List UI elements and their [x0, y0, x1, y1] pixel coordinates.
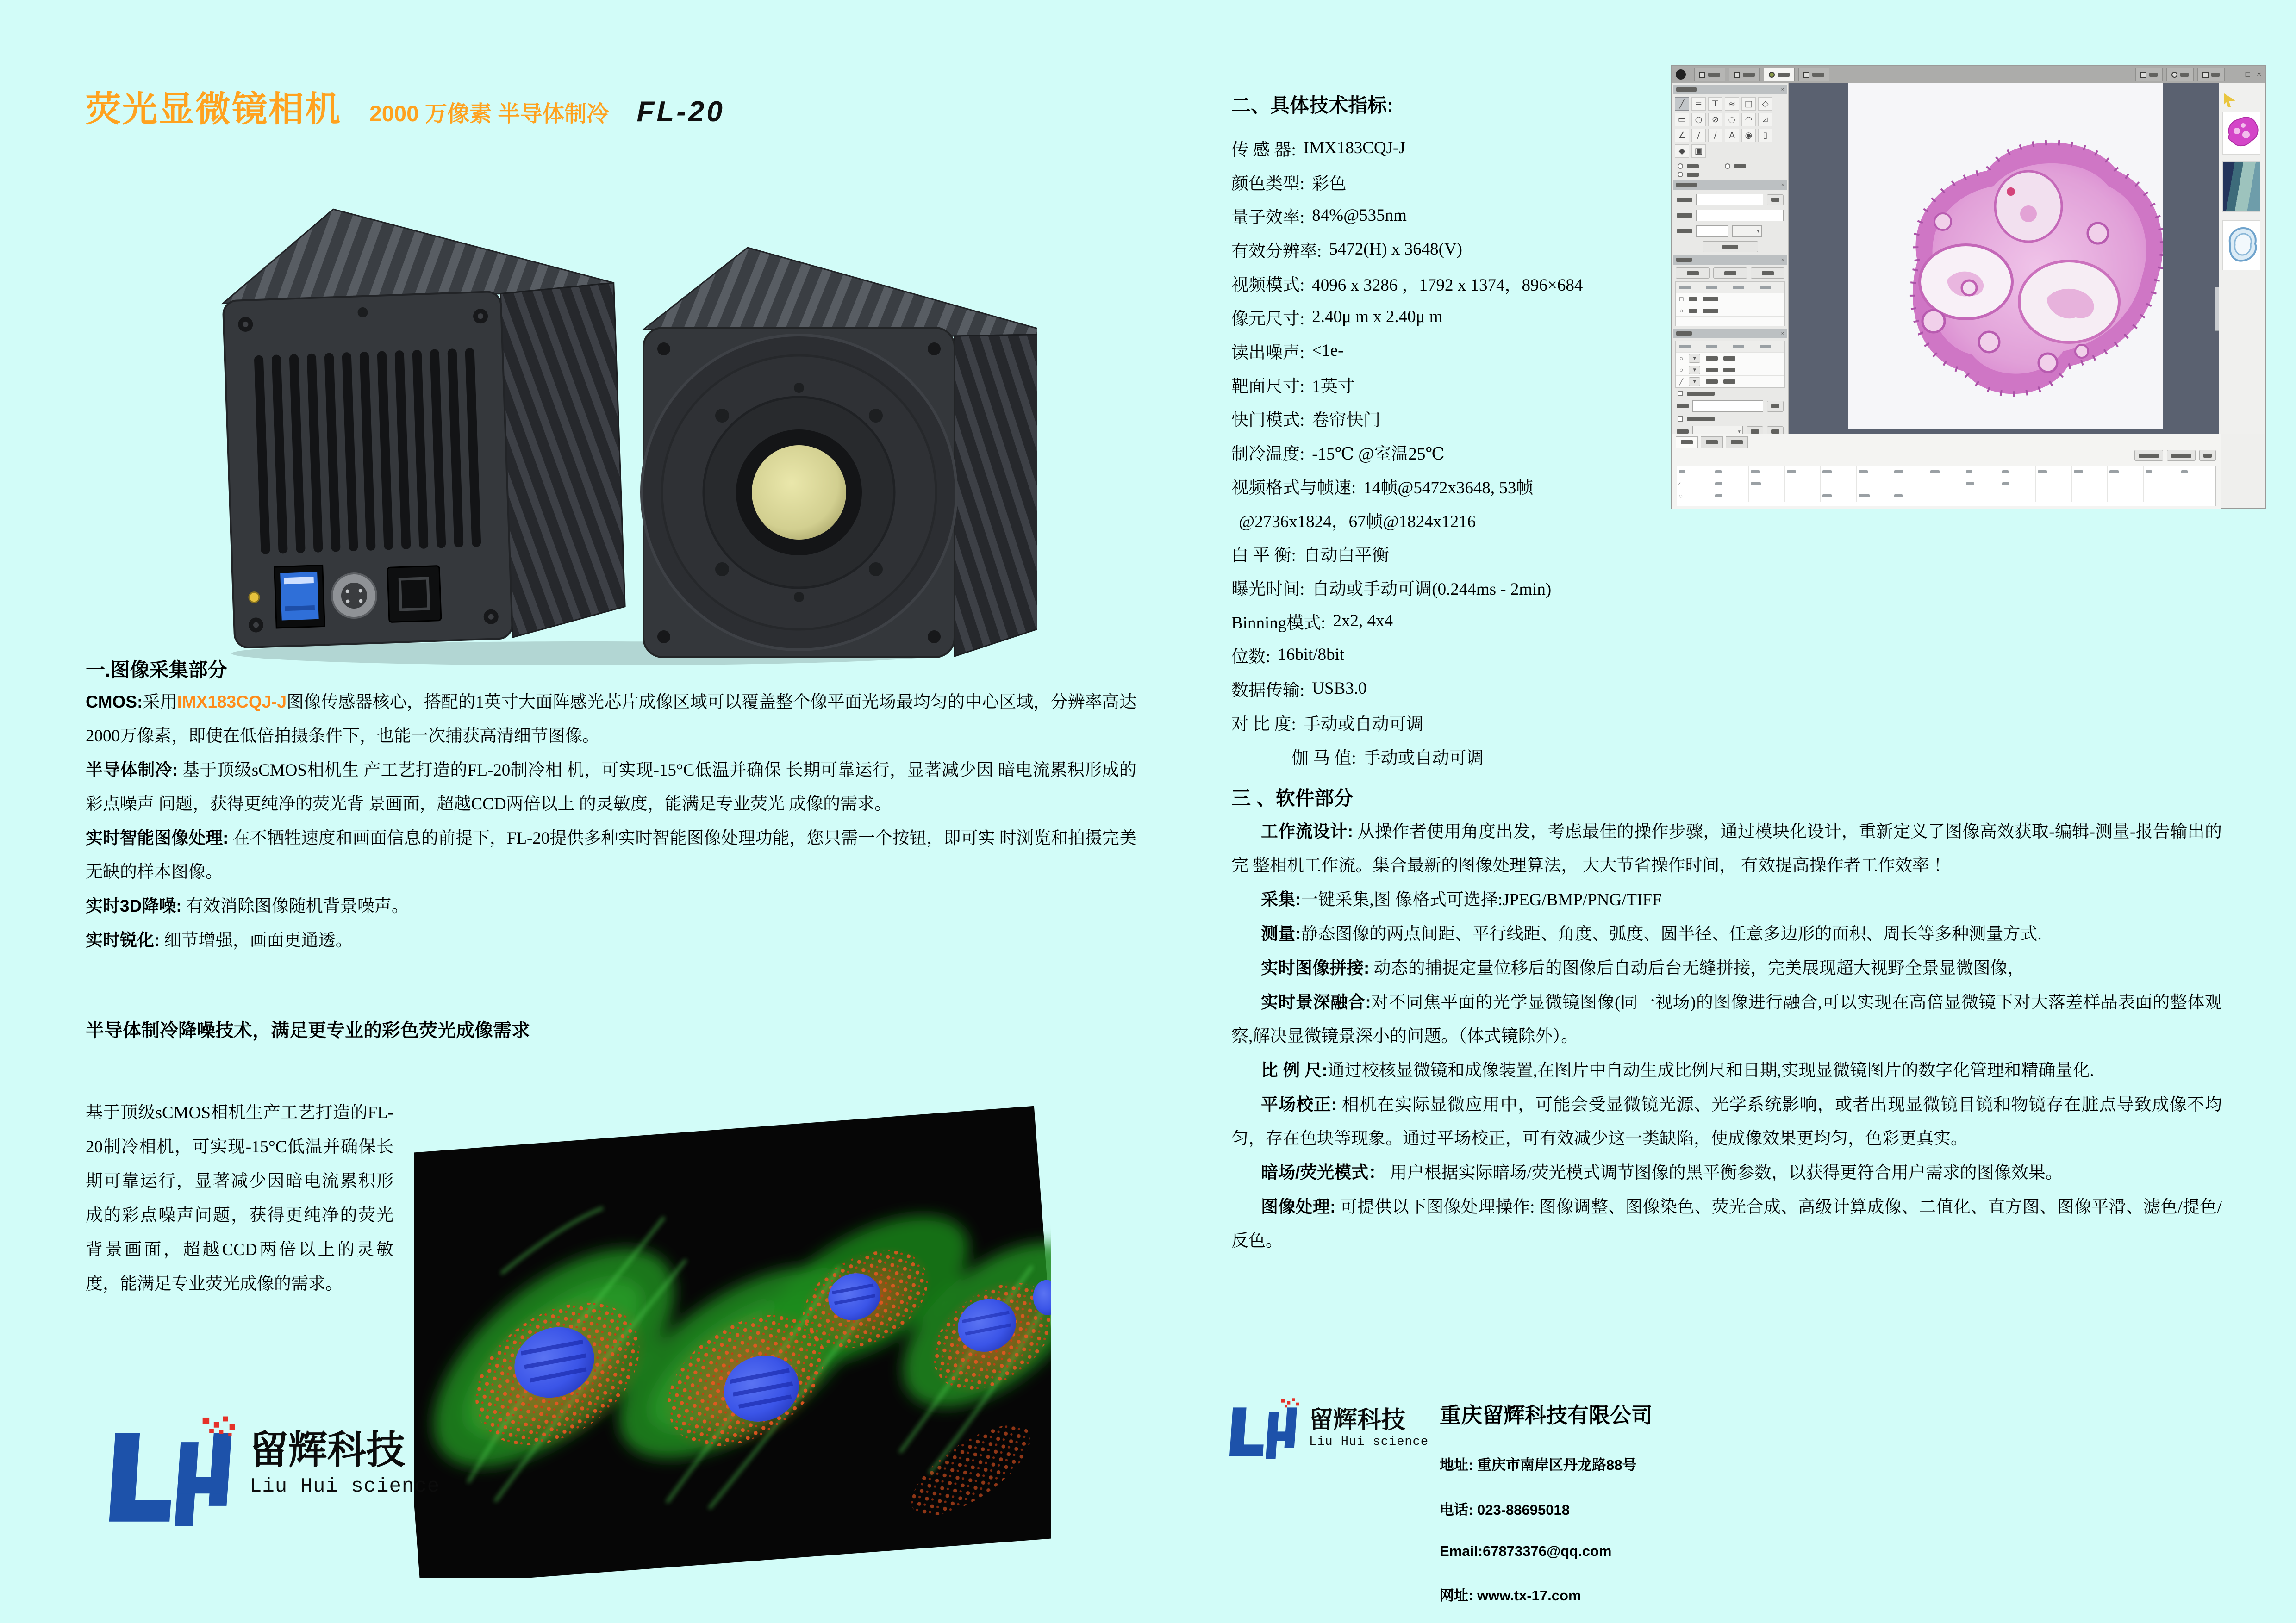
export-option-row: [1678, 391, 1783, 396]
spec-list: [1231, 131, 1666, 773]
export-excel-button[interactable]: [2134, 450, 2163, 461]
tool-stamp-icon[interactable]: ◆: [1675, 144, 1689, 158]
calibrate-button[interactable]: [1767, 194, 1784, 205]
logo-chinese-name: 留辉科技: [1309, 1407, 1406, 1434]
placeholder-text: [2139, 454, 2159, 458]
company-logo: [104, 1416, 440, 1532]
placeholder-text: [2211, 73, 2220, 77]
page-subtitle: 2000 万像素 半导体制冷: [369, 102, 609, 126]
tab-camera[interactable]: [1694, 68, 1725, 81]
panel-close-icon[interactable]: ×: [1781, 257, 1784, 263]
sensor-model-highlight: IMX183CQJ-J: [177, 692, 287, 711]
tool-eraser-icon[interactable]: ▯: [1758, 129, 1772, 142]
placeholder-text: [1731, 440, 1743, 444]
thumbnail-pink-specimen[interactable]: [2222, 112, 2260, 155]
shape-rect-icon: □: [1679, 295, 1684, 303]
calibration-panel-header: [1673, 180, 1787, 190]
power-switch: [387, 566, 441, 622]
field-label: [1677, 229, 1692, 233]
table-cell: [2144, 478, 2180, 490]
section1-heading: 一.图像采集部分: [86, 659, 227, 681]
table-cell: [2036, 490, 2072, 502]
measure-list-panel-header: [1673, 329, 1787, 338]
measure-table-header: [1676, 341, 1784, 353]
camera-product-image: [181, 153, 1037, 666]
col-header: [1749, 466, 1785, 478]
report-tab-icon: [1803, 72, 1809, 78]
tab-browse[interactable]: [1729, 68, 1760, 81]
slide-image: [1848, 83, 2163, 429]
lh-logo-mark: [104, 1416, 238, 1532]
placeholder-text: [1706, 356, 1718, 361]
col-header: [2108, 466, 2144, 478]
thumbnail-sidebar: [2219, 83, 2265, 434]
spec-row: 有效分辨率: 5472(H) x 3648(V): [1231, 240, 1463, 261]
tab-report-list[interactable]: [1726, 436, 1748, 448]
tool-perpendicular-icon[interactable]: ⊤: [1708, 97, 1722, 111]
placeholder-text: [1734, 164, 1746, 168]
din-connector: [331, 572, 377, 618]
calibration-value-row: [1677, 210, 1784, 221]
spec-row: 白 平 衡: 自动白平衡: [1231, 546, 1389, 565]
spec-row: @2736x1824，67帧@1824x1216: [1239, 512, 1476, 531]
placeholder-text: [1706, 368, 1718, 372]
histology-specimen-image: [1848, 83, 2163, 429]
thumbnail-teal-specimen[interactable]: [2222, 161, 2260, 212]
tool-circle-icon[interactable]: ○: [1691, 113, 1706, 126]
table-cell: [2179, 478, 2215, 490]
spec-row: 靶面尺寸: 1英寸: [1231, 377, 1355, 396]
denoise-paragraph: 实时3D降噪: 有效消除图像随机背景噪声。: [86, 896, 409, 916]
tab-measure-table[interactable]: [1676, 436, 1698, 448]
tab-statistics[interactable]: [1701, 436, 1723, 448]
spec-row: 读出噪声: <1e-: [1231, 341, 1344, 362]
specs-heading: 二、具体技术指标:: [1231, 94, 1393, 116]
spec-row: 位数: 16bit/8bit: [1231, 645, 1345, 666]
spec-row: 数据传输: USB3.0: [1231, 679, 1367, 700]
export-option-row2: [1678, 416, 1783, 422]
field-label: [1677, 213, 1692, 218]
placeholder-text: [1723, 379, 1735, 384]
software-screenshot-window: [1671, 65, 2266, 509]
close-button[interactable]: ×: [2257, 70, 2261, 79]
flatfield-paragraph: 平场校正: 相机在实际显微应用中，可能会受显微镜光源、光学系统影响，或者出现显微镜目镜和物镜存在脏点导致成像不均匀，存在色块等现象。通过平场校正，可有效减少这一类缺陷，使成像效果更均匀，色彩更真实。: [1231, 1095, 2222, 1148]
table-cell: [2000, 478, 2036, 490]
format-dropdown[interactable]: ▾: [1692, 426, 1743, 434]
shape-line-icon: ╱: [1679, 377, 1684, 385]
workflow-paragraph: 工作流设计: 从操作者使用角度出发，考虑最佳的操作步骤，通过模块化设计，重新定义了图像高效获取-编辑-测量-报告输出的完 整相机工作流。集合最新的图像处理算法， 大大节省操作时间， 有效提高操作者工作效率 ！: [1231, 822, 2222, 875]
placeholder-text: [1762, 271, 1774, 275]
logo-english-name: Liu Hui science: [250, 1475, 440, 1498]
calibration-length-input[interactable]: [1696, 225, 1728, 237]
table-cell: [2072, 478, 2108, 490]
placeholder-text: [1722, 245, 1738, 249]
spec-row: 视频模式: 4096 x 3286 ，1792 x 1374，896×684: [1231, 275, 1583, 295]
table-cell: [1713, 490, 1749, 502]
tool-text-icon[interactable]: A: [1725, 129, 1739, 142]
measure-table: [1675, 341, 1785, 388]
table-cell: [1857, 490, 1893, 502]
delete-button[interactable]: [1713, 267, 1747, 279]
placeholder-text: [1676, 87, 1697, 92]
lh-logo-mark-small: [1227, 1398, 1301, 1462]
page-header: [86, 81, 725, 131]
table-cell: [1785, 490, 1821, 502]
cancel-button[interactable]: [1767, 426, 1784, 434]
measure-paragraph: 测量:静态图像的两点间距、平行线距、角度、弧度、圆半径、任意多边形的面积、周长等多种测量方式.: [1261, 924, 2042, 944]
placeholder-text: [1703, 297, 1718, 301]
tool-line-icon[interactable]: ╱: [1675, 97, 1689, 111]
placeholder-text: [1689, 309, 1697, 313]
col-header: [1785, 466, 1821, 478]
table-cell: [2036, 478, 2072, 490]
table-cell: [2108, 490, 2144, 502]
app-logo-icon: [1676, 69, 1686, 80]
col-header: [1677, 466, 1713, 478]
sensor-window: [752, 445, 846, 540]
annotation-row[interactable]: [1676, 305, 1784, 317]
usb3-port: [275, 565, 325, 628]
company-phone: 电话: 023-88695018: [1440, 1502, 1570, 1518]
measurement-table[interactable]: [1677, 466, 2216, 506]
logo-english-name: Liu Hui science: [1309, 1435, 1429, 1449]
placeholder-text: [1743, 73, 1755, 77]
placeholder-text: [1703, 309, 1718, 313]
placeholder-text: [2149, 73, 2158, 77]
table-cell: [1928, 490, 1965, 502]
placeholder-text: [2171, 454, 2191, 458]
stitching-paragraph: 实时图像拼接: 动态的捕捉定量位移后的图像后自动后台无缝拼接，完美展现超大视野全景显微图像，: [1261, 958, 2025, 978]
company-website: 网址: www.tx-17.com: [1440, 1587, 1581, 1604]
toolbar-help-button[interactable]: [2166, 68, 2194, 81]
settings-icon: [2140, 72, 2146, 78]
field-label: [1677, 404, 1689, 408]
browse-tab-icon: [1734, 72, 1740, 78]
draw-option-row: [1678, 172, 1783, 177]
placeholder-text: [1676, 331, 1692, 336]
cmos-label: CMOS:: [86, 692, 143, 711]
spec-row: 制冷温度: -15℃ @室温25℃: [1231, 444, 1445, 464]
field-label: [1677, 429, 1689, 434]
table-cell: [1964, 478, 2000, 490]
cooling-paragraph: 半导体制冷: 基于顶级sCMOS相机生 产工艺打造的FL-20制冷相 机，可实现-15°C低温并确保 长期可靠运行，显著减少因 暗电流累积形成的彩点噪声 问题，获得更纯净的荧光背 景画面，超越CCD两倍以上 的灵敏度，能满足专业荧光 成像的需求。: [86, 760, 1137, 814]
placeholder-text: [1706, 379, 1718, 384]
placeholder-text: [1771, 429, 1779, 434]
placeholder-text: [1687, 173, 1699, 177]
placeholder-text: [1724, 271, 1736, 275]
placeholder-text: [1687, 392, 1715, 396]
clear-button[interactable]: [1751, 267, 1784, 279]
table-cell: [1821, 490, 1857, 502]
spec-row: 颜色类型: 彩色: [1231, 174, 1347, 193]
table-cell: [1964, 490, 2000, 502]
camera-back-view: [220, 199, 626, 648]
radio-icon[interactable]: [1678, 163, 1683, 169]
calibration-unit-row: [1677, 225, 1784, 237]
tab-report[interactable]: [1798, 68, 1829, 81]
spec-row: 伽 马 值: 手动或自动可调: [1292, 748, 1484, 768]
placeholder-text: [1778, 73, 1790, 77]
camera-front-view: [642, 248, 1037, 657]
company-info-block: [1227, 1398, 1653, 1604]
draw-tools-grid: [1672, 94, 1788, 161]
logo-chinese-name: 留辉科技: [250, 1428, 406, 1472]
tool-rounded-rect-icon[interactable]: ▭: [1675, 113, 1689, 126]
scalebar-paragraph: 比 例 尺:通过校核显微镜和成像装置,在图片中自动生成比例尺和日期,实现显微镜图片的数字化管理和精确量化.: [1261, 1061, 2094, 1080]
add-button[interactable]: [1676, 267, 1710, 279]
export-word-button[interactable]: [2167, 450, 2196, 461]
focus-stacking-paragraph: 实时景深融合:对不同焦平面的光学显微镜图像(同一视场)的图像进行融合,可以实现在高倍显微镜下对大落差样品表面的整体观察,解决显微镜景深小的问题。（体式镜除外）。: [1231, 993, 2222, 1046]
spec-row: 传 感 器: IMX183CQJ-J: [1231, 138, 1405, 160]
placeholder-text: [1723, 356, 1735, 361]
col-header: [2179, 466, 2215, 478]
apply-button[interactable]: [1703, 241, 1758, 252]
placeholder-text: [1689, 297, 1697, 301]
col-header: [1928, 466, 1965, 478]
annotation-buttons-row: [1676, 267, 1784, 279]
row-type-dropdown[interactable]: ▾: [1689, 377, 1700, 386]
col-header: [2036, 466, 2072, 478]
placeholder-text: [1679, 286, 1781, 289]
tool-angle-icon[interactable]: ∠: [1675, 129, 1689, 142]
col-header: [1857, 466, 1893, 478]
table-cell: [1749, 478, 1785, 490]
darkfield-paragraph: 暗场/荧光模式： 用户根据实际暗场/荧光模式调节图像的黑平衡参数，以获得更符合用户需求的图像效果。: [1261, 1163, 2063, 1182]
sharpen-paragraph: 实时锐化: 细节增强，画面更通透。: [86, 931, 353, 950]
ok-button[interactable]: [1747, 426, 1763, 434]
table-cell: [1892, 490, 1928, 502]
table-cell: [1713, 478, 1749, 490]
col-header: [1821, 466, 1857, 478]
placeholder-text: [1681, 440, 1693, 444]
about-icon: [2202, 72, 2209, 78]
tool-marker-icon[interactable]: ∕: [1708, 129, 1722, 142]
image-processing-paragraph: 图像处理: 可提供以下图像处理操作: 图像调整、图像染色、荧光合成、高级计算成像、二值化、直方图、图像平滑、滤色/提色/反色。: [1231, 1197, 2222, 1250]
measure-row[interactable]: [1676, 376, 1784, 387]
table-cell: [1785, 478, 1821, 490]
section1-body: [86, 685, 1136, 958]
placeholder-text: [1679, 345, 1781, 348]
tab-measure[interactable]: [1764, 68, 1795, 81]
table-cell: [1821, 478, 1857, 490]
table-cell: [2144, 490, 2180, 502]
export-name-row: [1677, 400, 1784, 412]
annotation-list-panel-header: [1673, 255, 1787, 265]
capture-paragraph: 采集:一键采集,图 像格式可选择:JPEG/BMP/PNG/TIFF: [1261, 890, 1662, 909]
tool-polygon-icon[interactable]: ◇: [1758, 97, 1772, 111]
placeholder-text: [1706, 440, 1718, 444]
spec-row: 快门模式: 卷帘快门: [1231, 410, 1381, 430]
placeholder-text: [1751, 429, 1759, 434]
placeholder-text: [1676, 183, 1697, 187]
placeholder-text: [1687, 164, 1699, 168]
refresh-button[interactable]: [2199, 450, 2216, 461]
table-cell: [2108, 478, 2144, 490]
row-type-dropdown[interactable]: ▾: [1689, 366, 1700, 374]
table-cell: ◌: [1677, 490, 1713, 502]
export-name-input[interactable]: [1692, 400, 1763, 412]
unit-dropdown[interactable]: ▾: [1732, 225, 1762, 237]
col-header: [2072, 466, 2108, 478]
annotation-table: [1675, 281, 1785, 326]
spec-row: Binning模式: 2x2, 4x4: [1231, 611, 1393, 633]
camera-tab-icon: [1699, 72, 1705, 78]
placeholder-text: [1687, 417, 1715, 421]
spec-row: 曝光时间: 自动或手动可调(0.244ms - 2min): [1231, 579, 1552, 599]
table-cell: [1892, 478, 1928, 490]
table-cell: [1749, 490, 1785, 502]
fluorescence-cells-image: [414, 1104, 1051, 1578]
placeholder-text: [1687, 271, 1699, 275]
company-address: 地址: 重庆市南岸区丹龙路88号: [1440, 1457, 1637, 1473]
panel-close-icon[interactable]: ×: [1781, 330, 1784, 336]
col-header: [1713, 466, 1749, 478]
tool-point-icon[interactable]: ◉: [1741, 129, 1756, 142]
tool-curve-icon[interactable]: ≈: [1725, 97, 1739, 111]
draw-option-row: [1678, 163, 1783, 169]
placeholder-text: [1771, 198, 1779, 202]
measure-tab-icon: [1769, 72, 1775, 78]
shape-circle-icon: ○: [1679, 307, 1684, 314]
col-header: [2144, 466, 2180, 478]
col-header: [2000, 466, 2036, 478]
export-button[interactable]: [1767, 401, 1784, 412]
panel-close-icon[interactable]: ×: [1781, 182, 1784, 188]
spec-row: 对 比 度: 手动或自动可调: [1231, 715, 1423, 734]
page-title: 荧光显微镜相机: [86, 90, 342, 129]
calibration-name-input[interactable]: [1696, 194, 1763, 205]
model-name: FL-20: [636, 96, 725, 128]
table-cell: [2179, 490, 2215, 502]
checkbox-icon[interactable]: [1678, 416, 1683, 422]
cooling-side-paragraph: 基于顶级sCMOS相机生产工艺打造的FL-20制冷相机，可实现-15°C低温并确保长期可靠运行，显著减少因暗电流累积形成的彩点噪声问题，获得更纯净的荧光背景画面，超越CCD两倍以上的灵敏度，能满足专业荧光成像的需求。: [86, 1103, 393, 1293]
measure-row[interactable]: [1676, 353, 1784, 364]
maximize-button[interactable]: □: [2245, 70, 2251, 79]
table-action-buttons: [2134, 450, 2216, 461]
banner-heading: 半导体制冷降噪技术，满足更专业的彩色荧光成像需求: [86, 1020, 530, 1041]
checkbox-icon[interactable]: [1678, 391, 1683, 396]
placeholder-text: [1708, 73, 1720, 77]
annotation-row[interactable]: [1676, 293, 1784, 305]
measurement-result-panel: [1672, 434, 2221, 509]
placeholder-text: [1723, 368, 1735, 372]
table-cell: ∕: [1677, 478, 1713, 490]
annotation-row-empty: [1676, 317, 1784, 326]
tool-arc2-icon[interactable]: ⊿: [1758, 113, 1772, 126]
row-type-dropdown[interactable]: ▾: [1689, 354, 1700, 363]
toolbar-settings-button[interactable]: [2135, 68, 2163, 81]
tool-panel: [1672, 83, 1789, 434]
placeholder-text: [1771, 404, 1779, 408]
company-email: Email:67873376@qq.com: [1440, 1543, 1612, 1559]
placeholder-text: [1812, 73, 1824, 77]
measure-row[interactable]: [1676, 364, 1784, 376]
table-cell: [1928, 478, 1965, 490]
spec-row: 视频格式与帧速: 14帧@5472x3648, 53帧: [1231, 478, 1534, 497]
field-label: [1677, 198, 1692, 202]
minimize-button[interactable]: —: [2231, 70, 2239, 79]
spec-row: 像元尺寸: 2.40μ m x 2.40μ m: [1231, 307, 1443, 329]
software-heading: 三 、软件部分: [1231, 787, 1354, 809]
export-format-row: [1677, 426, 1784, 434]
draw-tools-panel-header: [1673, 85, 1787, 94]
cmos-paragraph: CMOS:采用IMX183CQJ-J图像传感器核心，搭配的1英寸大面阵感光芯片成像区域可以覆盖整个像平面光场最均匀的中心区域，分辨率高达2000万像素，即使在低倍拍摄条件下，也能一次捕获高清细节图像。: [86, 692, 1136, 746]
table-cell: [1857, 478, 1893, 490]
tool-parallel-icon[interactable]: ═: [1691, 97, 1706, 111]
calibration-name-row: [1677, 194, 1784, 205]
tool-annulus-icon[interactable]: ◌: [1725, 113, 1739, 126]
placeholder-text: [2203, 454, 2212, 458]
spec-row: 量子效率: 84%@535nm: [1231, 206, 1407, 227]
placeholder-text: [2180, 73, 2189, 77]
power-led: [249, 592, 260, 603]
cursor-arrow-icon: [2224, 93, 2235, 107]
tool-arc-icon[interactable]: ◠: [1741, 113, 1756, 126]
shape-circle-icon: ○: [1679, 354, 1684, 362]
tool-ellipse-icon[interactable]: ⊘: [1708, 113, 1722, 126]
col-header: [1964, 466, 2000, 478]
thumbnail-blue-specimen[interactable]: [2222, 220, 2260, 270]
tool-label-icon[interactable]: ▣: [1691, 144, 1706, 158]
image-canvas[interactable]: [1789, 83, 2221, 434]
annotation-table-header: [1676, 282, 1784, 293]
radio-icon[interactable]: [1678, 172, 1683, 177]
radio-icon[interactable]: [1725, 163, 1730, 169]
toolbar-about-button[interactable]: [2197, 68, 2225, 81]
table-cell: [2000, 490, 2036, 502]
help-icon: [2171, 72, 2177, 78]
tool-pen-icon[interactable]: /: [1691, 129, 1706, 142]
tool-rectangle-icon[interactable]: □: [1741, 97, 1756, 111]
smart-processing-paragraph: 实时智能图像处理: 在不牺牲速度和画面信息的前提下，FL-20提供多种实时智能图像处理功能，您只需一个按钮，即可实 时浏览和拍摄完美无缺的样本图像。: [86, 828, 1137, 882]
table-cell: [2072, 490, 2108, 502]
result-tabs: [1672, 434, 2221, 448]
company-name: 重庆留辉科技有限公司: [1440, 1403, 1653, 1427]
placeholder-text: [1676, 258, 1692, 262]
calibration-value-input[interactable]: [1696, 210, 1784, 221]
app-toolbar: [1672, 66, 2265, 83]
shape-circle-icon: ○: [1679, 366, 1684, 373]
col-header: [1892, 466, 1928, 478]
panel-close-icon[interactable]: ×: [1781, 87, 1784, 93]
